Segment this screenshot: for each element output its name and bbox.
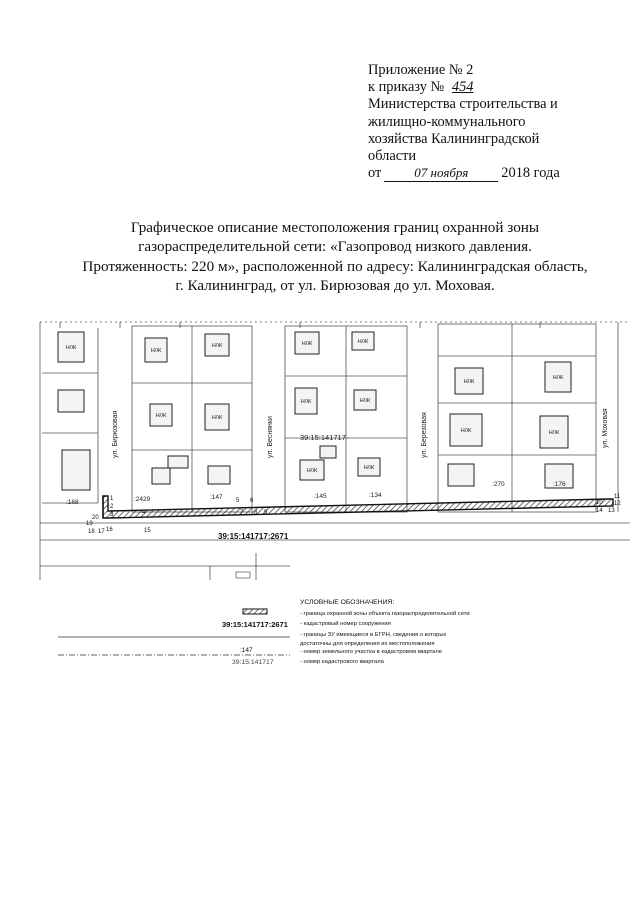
point-number: 3 xyxy=(110,512,114,518)
parcel-label: :168 xyxy=(66,499,79,506)
building-tag: Н/Ж xyxy=(211,343,223,349)
map-legend xyxy=(0,590,640,680)
date-handwritten: 07 ноября xyxy=(384,166,498,182)
point-number: 16 xyxy=(106,527,113,533)
point-number: 5 xyxy=(236,498,240,504)
appendix-header xyxy=(368,62,630,182)
parcel-label: :2429 xyxy=(134,496,151,503)
parcel-label: :147 xyxy=(210,494,223,501)
ministry-line-4: области xyxy=(368,148,417,165)
point-number: 19 xyxy=(86,521,93,527)
point-number: 8 xyxy=(254,510,258,516)
parcel-label: :176 xyxy=(553,481,566,488)
document-title xyxy=(60,218,610,295)
point-number: 12 xyxy=(614,501,621,507)
parcel-label: :270 xyxy=(492,481,505,488)
legend-quarter-sample: 39:15:141717 xyxy=(232,659,274,666)
ministry-line-3: хозяйства Калининградской xyxy=(368,130,540,147)
order-reference: к приказу № 454 xyxy=(368,79,474,96)
building-tag: Н/Ж xyxy=(306,468,318,474)
point-number: 9 xyxy=(264,510,268,516)
parcel-label: :145 xyxy=(314,493,327,500)
legend-parcel-sample: :147 xyxy=(240,647,253,654)
point-number: 1 xyxy=(110,496,114,502)
building-tag: Н/Ж xyxy=(357,339,369,345)
ministry-line-1: Министерства строительства и xyxy=(368,96,558,113)
quarter-number: 39:15:141717 xyxy=(300,433,346,442)
building-tag: Н/Ж xyxy=(155,413,167,419)
legend-structure-sample: 39:15:141717:2671 xyxy=(222,620,288,629)
building-tag: Н/Ж xyxy=(301,341,313,347)
parcel-label: :134 xyxy=(369,492,382,499)
legend-item-parcel-boundary-cont: достаточны для определения их местоположения xyxy=(300,641,435,647)
building-tag: Н/Ж xyxy=(211,415,223,421)
building-tag: Н/Ж xyxy=(460,428,472,434)
point-number: 6 xyxy=(250,498,254,504)
point-number: 18 xyxy=(88,529,95,535)
building-tag: Н/Ж xyxy=(150,348,162,354)
title-line-2: газораспределительной сети: «Газопровод низкого давления. xyxy=(138,238,532,256)
building-tag: Н/Ж xyxy=(552,375,564,381)
street-label-vesnyanki: ул. Веснянки xyxy=(267,416,274,458)
building-tag: Н/Ж xyxy=(300,399,312,405)
point-number: 2 xyxy=(110,504,114,510)
street-label-berezovaya: ул. Березовая xyxy=(421,412,428,458)
building-tag: Н/Ж xyxy=(65,345,77,351)
building-tag: Н/Ж xyxy=(359,398,371,404)
building-tag: Н/Ж xyxy=(548,430,560,436)
title-line-1: Графическое описание местоположения границ охранной зоны xyxy=(130,219,540,236)
building-tag: Н/Ж xyxy=(463,379,475,385)
cadastral-map xyxy=(0,318,640,583)
point-number: 10 xyxy=(596,500,603,506)
order-date: от 07 ноября 2018 года xyxy=(368,165,560,182)
legend-heading: УСЛОВНЫЕ ОБОЗНАЧЕНИЯ: xyxy=(300,599,395,606)
title-line-3: Протяженность: 220 м», расположенной по адресу: Калининградская область, xyxy=(82,257,588,275)
point-number: 15 xyxy=(144,528,151,534)
legend-item-parcel-number: - номер земельного участка в кадастровом квартале xyxy=(300,649,442,655)
point-number: 11 xyxy=(614,494,621,500)
legend-item-quarter: - номер кадастрового квартала xyxy=(300,659,384,665)
order-number-handwritten: 454 xyxy=(451,79,474,96)
title-line-4: г. Калининград, от ул. Бирюзовая до ул. Моховая. xyxy=(175,276,495,294)
point-number: 20 xyxy=(92,515,99,521)
structure-cadastral-number: 39:15:141717:2671 xyxy=(218,532,289,541)
legend-item-parcel-boundary: - границы ЗУ имеющиеся в ЕГРН, сведения о которых xyxy=(300,632,447,638)
point-number: 4 xyxy=(142,510,146,516)
appendix-number: Приложение № 2 xyxy=(368,62,474,78)
legend-zone-swatch xyxy=(243,609,267,614)
point-number: 14 xyxy=(596,508,603,514)
point-number: 13 xyxy=(608,508,615,514)
street-label-mokhovaya: ул. Моховая xyxy=(602,408,609,448)
street-label-biryuzovaya: ул. Бирюзовая xyxy=(112,410,119,458)
legend-item-zone: - граница охранной зоны объекта газораспределительной сети xyxy=(300,611,470,617)
point-number: 7 xyxy=(240,510,244,516)
building-tag: Н/Ж xyxy=(363,465,375,471)
ministry-line-2: жилищно-коммунального xyxy=(368,113,526,130)
legend-item-structure: - кадастровый номер сооружения xyxy=(300,621,391,627)
protection-zone-boundary xyxy=(103,496,613,518)
point-number: 17 xyxy=(98,529,105,535)
